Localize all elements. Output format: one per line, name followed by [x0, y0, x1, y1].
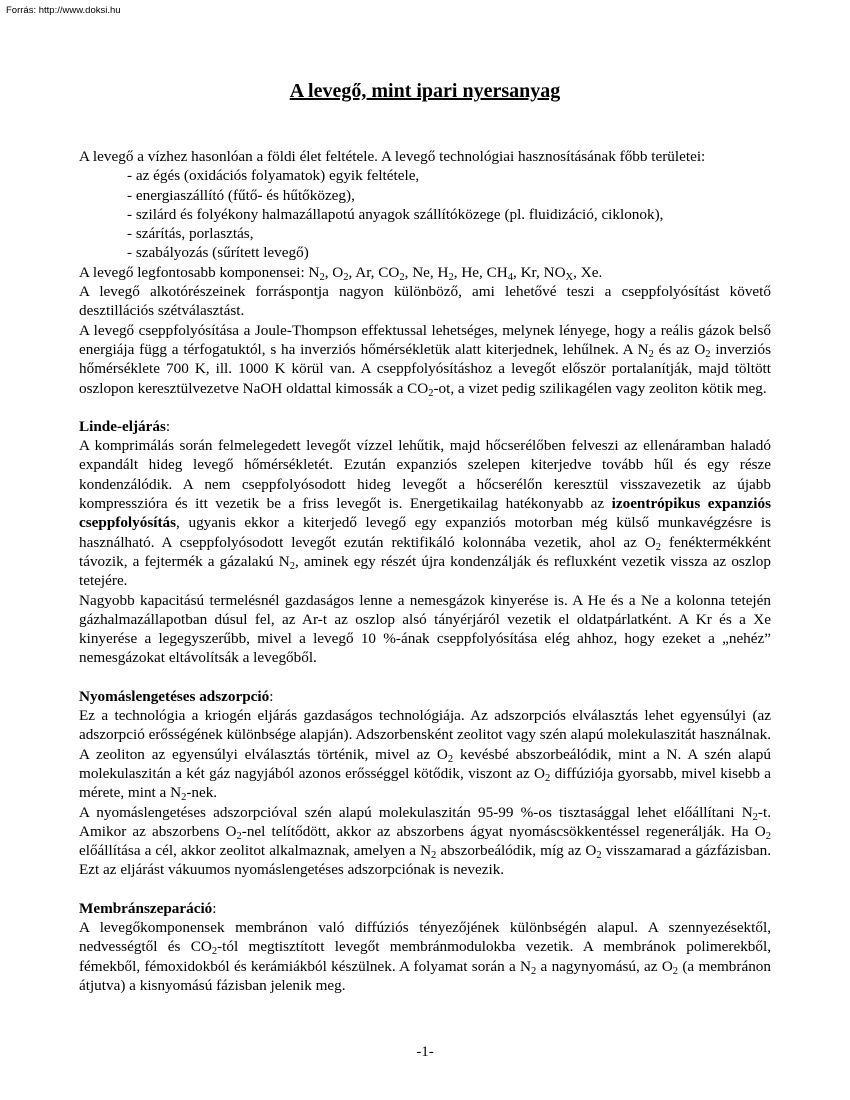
- subscript: 2: [531, 965, 537, 977]
- subscript: 2: [236, 830, 242, 842]
- linde-paragraph-2: Nagyobb kapacitású termelésnél gazdaságos lenne a nemesgázok kinyerése is. A He és a Ne a kolonna tetején gázhalmazállapotban dúsul fel, az Ar-t az oszlop alsó tányérjáról vezetik el oldatpárlatként. A Kr és a Xe kinyerése a legegyszerűbb, mivel a levegő 10 %-ának cseppfolyósítása elég ahhoz, hogy ezeket a „nehéz” nemesgázokat eltávolítsák a levegőből.: [79, 591, 771, 667]
- subscript: 2: [765, 830, 771, 842]
- uses-list: [79, 166, 771, 262]
- linde-heading: [79, 417, 771, 436]
- membrane-paragraph-1: A levegőkomponensek membránon való diffúziós tényezőjének különbségén alapul. A szennyezésektől, nedvességtől és $CO_2$-tól megtisztított levegőt membránmodulokba vezetik. A membránok polimerekből, fémekből, fémoxidokból és kerámiákból készülnek. A folyamat során a $N_2$ a nagynyomású, az $O_2$ (a membránon átjutva) a kisnyomású fázisban jelenik meg.: [79, 918, 771, 994]
- psa-heading-text: Nyomáslengetéses adszorpció: [79, 687, 270, 705]
- subscript: 2: [289, 560, 295, 572]
- subscript: 2: [672, 965, 679, 977]
- subscript: 2: [181, 792, 187, 804]
- linde-paragraph-1: A komprimálás során felmelegedett levegőt vízzel lehűtik, majd hőcserélőben felveszi az ellenáramban haladó expandált hideg levegő hőmérsékletét. Ezután expanziós szelepen kiterjedve tovább hűl és egy része kondenzálódik. A nem cseppfolyósodott hideg levegőt a hőcserélőn keresztül visszavezetik az újabb kompresszióra és itt vezetik be a friss levegőt is. Energetikailag hatékonyabb az izoentrópikus expanziós cseppfolyósítás, ugyanis ekkor a kiterjedő levegő egy expanziós motorban még külső munkavégzésre is használható. A cseppfolyósodott levegőt ezután rektifikáló kolonnába vezetik, ahol az $O_2$ fenéktermékként távozik, a fejtermék a gázalakú $N_2$, aminek egy részét újra kondenzálják és refluxként vezetik vissza az oszlop tetejére.: [79, 437, 772, 590]
- bold-term: izoentrópikus expanziós cseppfolyósítás: [79, 495, 772, 532]
- subscript: 2: [211, 946, 218, 958]
- subscript: 2: [596, 850, 602, 862]
- psa-paragraph-1: Ez a technológia a kriogén eljárás gazdaságos technológiája. Az adszorpciós elválasztás lehet egyensúlyi (az adszorpció erősségének különbsége alapján). Adszorbensként zeolitot vagy szén alapú molekulaszitát használnak. A zeoliton az egyensúlyi elválasztás történik, mivel az $O_2$ kevésbé abszorbeálódik, mint a N. A szén alapú molekulaszitán a két gáz nagyjából azonos erősséggel kötődik, viszont az $O_2$ diffúziója gyorsabb, mivel kisebb a mérete, mint a $N_2$-nek.: [79, 707, 771, 804]
- list-item: - szabályozás (sűrített levegő): [127, 244, 309, 262]
- membrane-heading-text: Membránszeparáció: [79, 899, 213, 917]
- page-number: -1-: [416, 1044, 434, 1060]
- subscript: 2: [752, 811, 758, 823]
- intro-paragraph: A levegő a vízhez hasonlóan a földi élet feltétele. A levegő technológiai hasznosításának főbb területei:: [79, 148, 706, 165]
- subscript: 2: [319, 271, 325, 283]
- list-item: - szilárd és folyékony halmazállapotú anyagok szállítóközege (pl. fluidizáció, ciklonok),: [127, 205, 664, 223]
- subscript: X: [565, 271, 574, 283]
- document-body: [79, 147, 771, 995]
- subscript: 2: [428, 387, 434, 399]
- subscript: 2: [431, 850, 437, 862]
- list-item: - az égés (oxidációs folyamatok) egyik feltétele,: [127, 167, 420, 185]
- subscript: 4: [507, 271, 513, 283]
- list-item: - energiaszállító (fűtő- és hűtőközeg),: [127, 186, 355, 204]
- subscript: 2: [655, 541, 662, 553]
- list-item: - szárítás, porlasztás,: [127, 225, 254, 243]
- heading-colon: :: [165, 417, 171, 435]
- boiling-paragraph: A levegő alkotórészeinek forráspontja nagyon különböző, ami lehetővé teszi a cseppfolyósítást követő desztillációs szétválasztást.: [79, 283, 771, 320]
- linde-heading-text: Linde-eljárás: [79, 417, 166, 435]
- subscript: 2: [648, 348, 654, 360]
- liquefaction-paragraph: A levegő cseppfolyósítása a Joule-Thompson effektussal lehetséges, melynek lényege, hogy a reális gázok belső energiája függ a térfogatuktól, s ha inverziós hőmérsékletük alatt kiterjednek, lehűlnek. A $N_2$ és az $O_2$ inverziós hőmérséklete 700 K, ill. 1000 K körül van. A cseppfolyósításhoz a levegőt először portalanítják, majd töltött oszlopon keresztülvezetve NaOH oldattal kimossák a $CO_2-ot$, a vizet pedig szilikagélen vagy zeoliton kötik meg.: [79, 321, 772, 399]
- psa-heading: [79, 687, 771, 706]
- subscript: 2: [545, 772, 551, 784]
- components-paragraph: A levegő legfontosabb komponensei: $N_2$, $O_2$, Ar, $CO_2$, Ne, $H_2$, He, $CH_4$, Kr, $NO_X$, Xe.: [79, 263, 603, 283]
- subscript: 2: [705, 348, 711, 360]
- heading-colon: :: [212, 899, 217, 917]
- subscript: 2: [399, 271, 405, 283]
- subscript: 2: [447, 753, 454, 765]
- heading-colon: :: [269, 687, 274, 705]
- psa-paragraph-2: A nyomáslengetéses adszorpcióval szén alapú molekulaszitán 95-99 %-os tisztasággal lehet előállítani $N_2-t$. Amikor az abszorbens $O_2$-nel telítődött, akkor az abszorbens ágyat nyomáscsökkentéssel regenerálják. Ha $O_2$ előállítása a cél, akkor zeolitot alkalmaznak, amelyen a $N_2$ abszorbeálódik, míg az $O_2$ visszamarad a gázfázisban. Ezt az eljárást vákuumos nyomáslengetéses adszorpciónak is nevezik.: [79, 803, 771, 879]
- source-note: Forrás: http://www.doksi.hu: [6, 5, 121, 16]
- membrane-heading: [79, 899, 771, 918]
- page-title: A levegő, mint ipari nyersanyag: [289, 80, 561, 102]
- subscript: 2: [343, 271, 349, 283]
- subscript: 2: [448, 271, 454, 283]
